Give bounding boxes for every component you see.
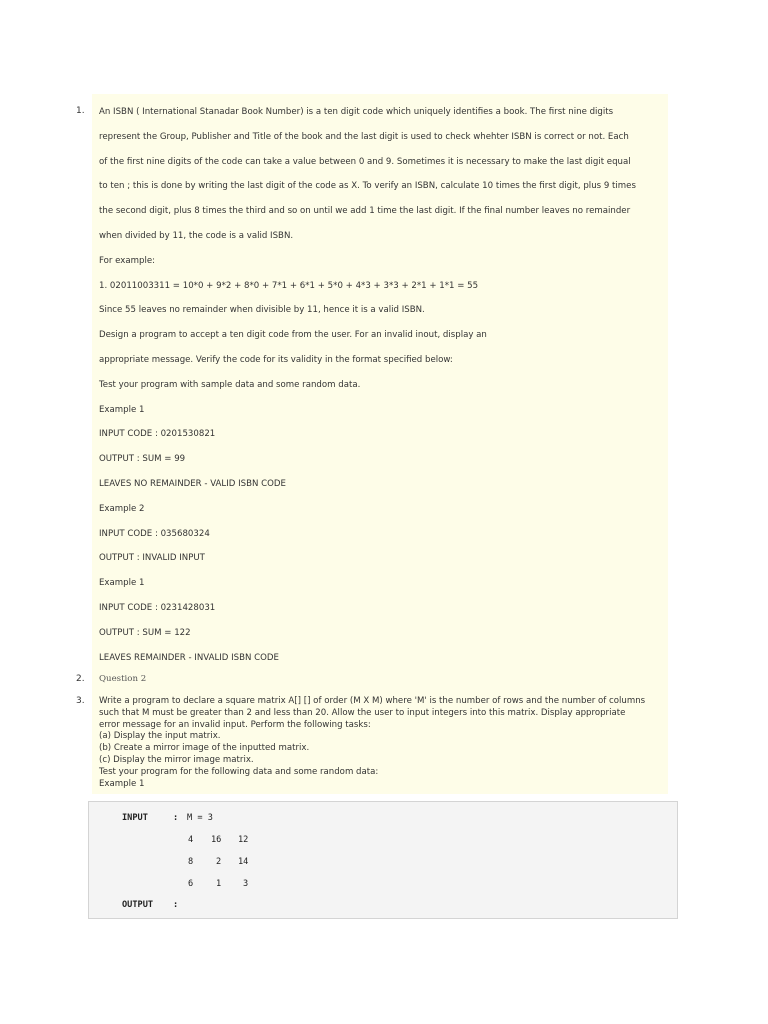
question-1-number: 1. <box>76 106 85 116</box>
question-3-number: 3. <box>76 696 85 706</box>
q1-example-heading: Example 1 <box>99 578 145 589</box>
q3-line: such that M must be greater than 2 and less than 20. Allow the user to input integers into this matrix. Display appropriate <box>99 707 626 718</box>
q3-line: error message for an invalid input. Perform the following tasks: <box>99 719 371 730</box>
question-2-number: 2. <box>76 674 85 684</box>
q3-task: (b) Create a mirror image of the inputted matrix. <box>99 743 310 754</box>
q1-line: when divided by 11, the code is a valid ISBN. <box>99 231 294 241</box>
q1-line: represent the Group, Publisher and Title of the book and the last digit is used to check whehter ISBN is correct or not. Each <box>99 131 629 142</box>
matrix-cell: 14 <box>238 857 249 867</box>
q1-example-line: OUTPUT : INVALID INPUT <box>99 553 205 564</box>
matrix-cell: 2 <box>216 857 222 867</box>
q3-task: (a) Display the input matrix. <box>99 731 221 742</box>
q1-example-line: INPUT CODE : 0201530821 <box>99 429 216 440</box>
output-colon: : <box>173 900 179 910</box>
q3-task: (c) Display the mirror image matrix. <box>99 754 254 765</box>
q1-example-line: OUTPUT : SUM = 122 <box>99 627 191 638</box>
q1-line: An ISBN ( International Stanadar Book Number) is a ten digit code which uniquely identifies a book. The first nine digits <box>99 107 614 117</box>
q1-line: Test your program with sample data and some random data. <box>99 379 361 390</box>
q3-line: Test your program for the following data and some random data: <box>99 766 379 777</box>
q1-line: of the first nine digits of the code can take a value between 0 and 9. Sometimes it is necessary to make the last digit equal <box>99 156 631 167</box>
q1-example-line: OUTPUT : SUM = 99 <box>99 454 186 465</box>
q3-example-heading: Example 1 <box>99 778 145 789</box>
q1-example-line: LEAVES NO REMAINDER - VALID ISBN CODE <box>99 479 286 489</box>
matrix-size-text: M = 3 <box>187 813 213 823</box>
matrix-cell: 8 <box>188 857 194 867</box>
matrix-cell: 6 <box>188 879 194 889</box>
q1-line: For example: <box>99 255 156 266</box>
q1-example-line: INPUT CODE : 035680324 <box>99 528 210 539</box>
q1-line: Since 55 leaves no remainder when divisible by 11, hence it is a valid ISBN. <box>99 305 425 316</box>
question-2-title: Question 2 <box>99 674 147 684</box>
question-highlight-panel <box>92 94 668 794</box>
q1-example-heading: Example 1 <box>99 404 145 415</box>
q1-example-heading: Example 2 <box>99 503 145 514</box>
output-label: OUTPUT <box>122 900 154 910</box>
q1-line: Design a program to accept a ten digit code from the user. For an invalid inout, display an <box>99 330 487 341</box>
matrix-cell: 3 <box>243 879 249 889</box>
input-label: INPUT <box>122 813 148 823</box>
q1-line: appropriate message. Verify the code for its validity in the format specified below: <box>99 355 453 365</box>
question-3-body <box>99 696 670 790</box>
q1-line: to ten ; this is done by writing the last digit of the code as X. To verify an ISBN, calculate 10 times the first digit, plus 9 times <box>99 181 636 192</box>
q1-example-line: LEAVES REMAINDER - INVALID ISBN CODE <box>99 652 279 663</box>
q1-line: the second digit, plus 8 times the third and so on until we add 1 time the last digit. If the final number leaves no remainder <box>99 206 631 217</box>
matrix-cell: 12 <box>238 835 249 845</box>
q1-example-line: INPUT CODE : 0231428031 <box>99 603 216 613</box>
q1-formula: 1. 02011003311 = 10*0 + 9*2 + 8*0 + 7*1 + 6*1 + 5*0 + 4*3 + 3*3 + 2*1 + 1*1 = 55 <box>99 280 479 291</box>
matrix-cell: 1 <box>216 879 222 889</box>
input-colon: : <box>173 813 179 823</box>
example-code-block <box>88 801 678 919</box>
matrix-cell: 16 <box>211 835 222 845</box>
q3-line: Write a program to declare a square matrix A[] [] of order (M X M) where 'M' is the number of rows and the number of columns <box>99 696 646 706</box>
matrix-cell: 4 <box>188 835 194 845</box>
